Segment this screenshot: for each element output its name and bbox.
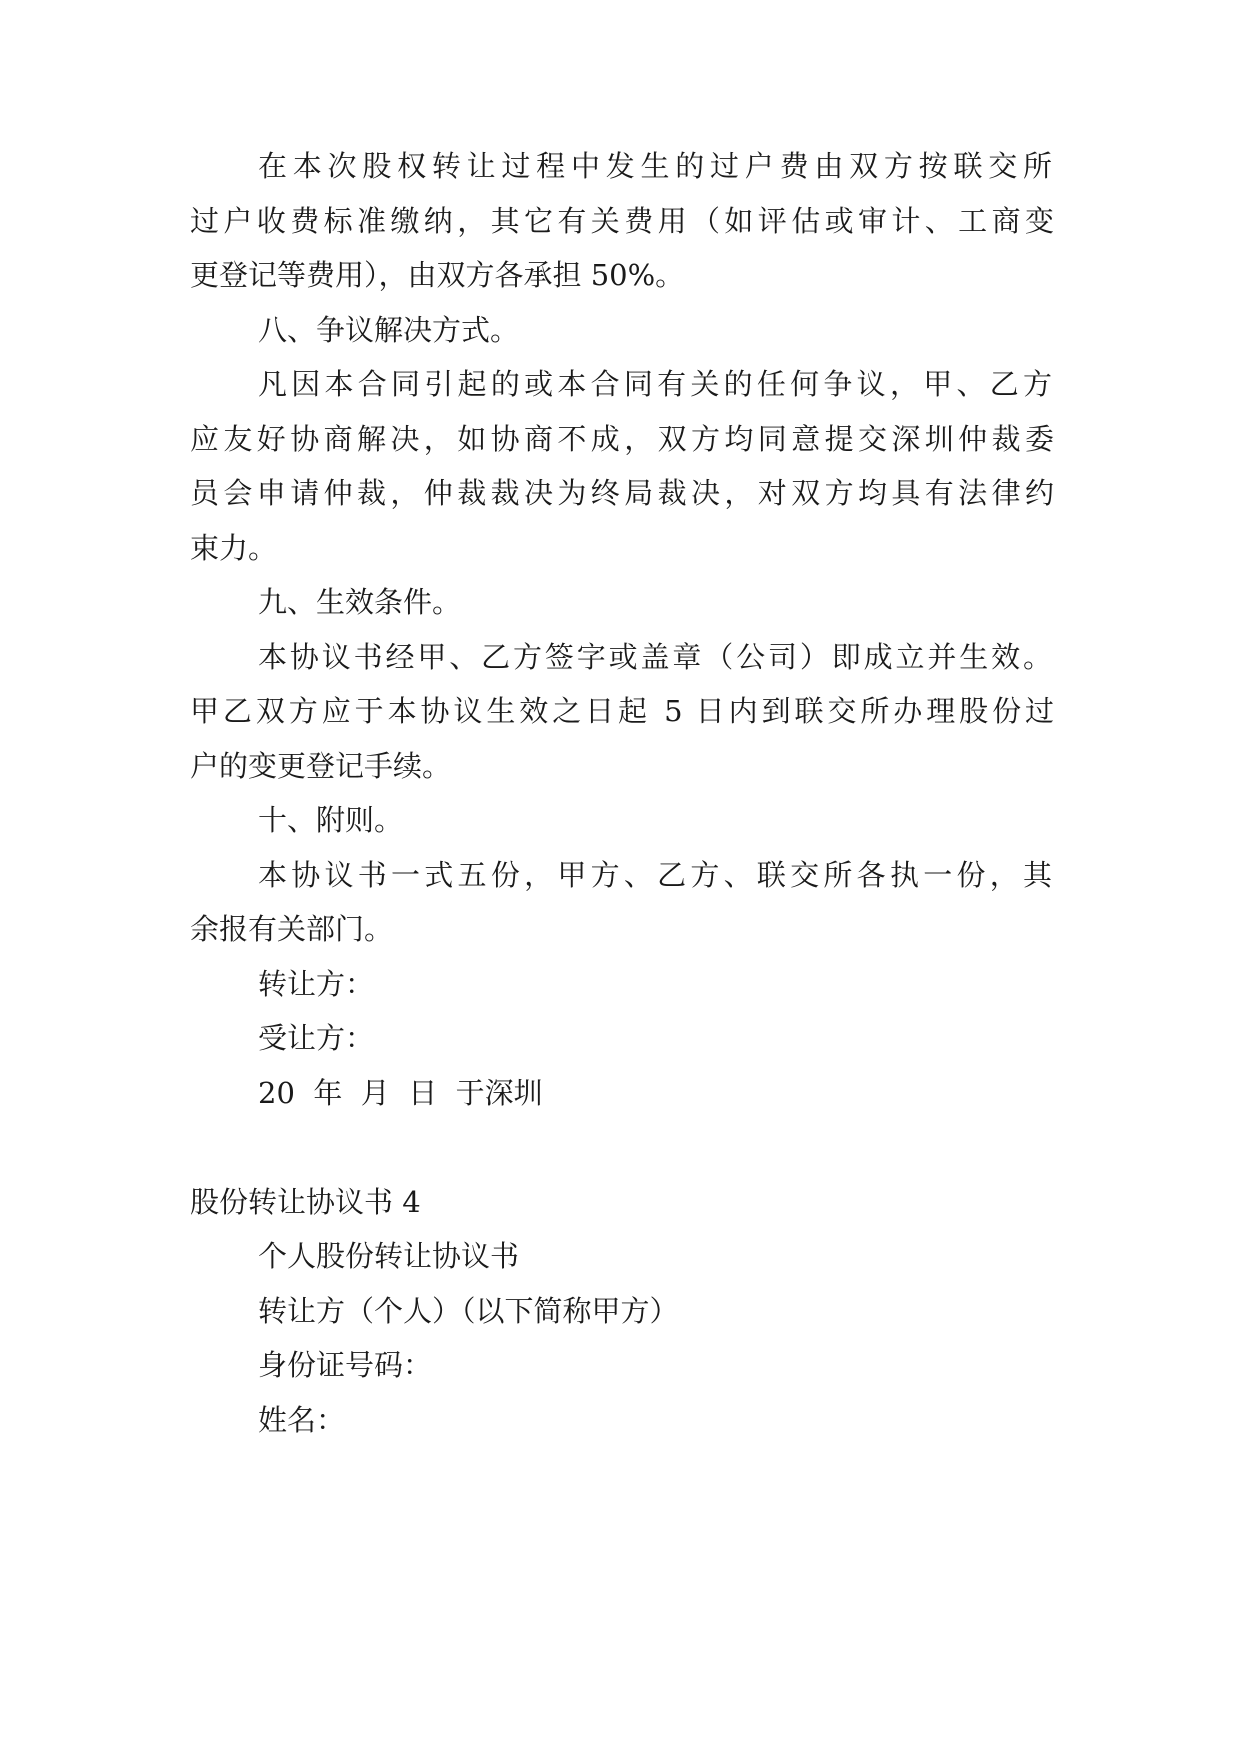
body-line: 本协议书一式五份，甲方、乙方、联交所各执一份，其: [258, 858, 1052, 892]
body-line: 在本次股权转让过程中发生的过户费由双方按联交所: [258, 149, 1052, 183]
section-heading: 十、附则。: [258, 803, 404, 837]
body-line: 户的变更登记手续。: [190, 749, 452, 783]
body-line: 本协议书经甲、乙方签字或盖章（公司）即成立并生效。: [258, 640, 1052, 674]
name-label: 姓名：: [258, 1403, 346, 1437]
signature-label: 转让方：: [258, 967, 375, 1001]
document-title: 股份转让协议书 4: [190, 1185, 421, 1219]
section-heading: 八、争议解决方式。: [258, 313, 520, 347]
body-line: 员会申请仲裁，仲裁裁决为终局裁决，对双方均具有法律约: [190, 476, 1054, 510]
body-line: 余报有关部门。: [190, 912, 394, 946]
section-heading: 九、生效条件。: [258, 585, 462, 619]
body-line: 束力。: [190, 531, 278, 565]
body-line: 甲乙双方应于本协议生效之日起 5 日内到联交所办理股份过: [190, 694, 1054, 728]
body-line: 凡因本合同引起的或本合同有关的任何争议，甲、乙方: [258, 367, 1052, 401]
body-line: 过户收费标准缴纳，其它有关费用（如评估或审计、工商变: [190, 204, 1054, 238]
signature-label: 受让方：: [258, 1021, 375, 1055]
id-number-label: 身份证号码：: [258, 1348, 433, 1382]
body-line: 转让方（个人）（以下简称甲方）: [258, 1294, 679, 1328]
agreement-title: 个人股份转让协议书: [258, 1239, 520, 1273]
date-line: 20 年 月 日 于深圳: [258, 1076, 543, 1110]
body-line: 应友好协商解决，如协商不成，双方均同意提交深圳仲裁委: [190, 422, 1054, 456]
body-line: 更登记等费用），由双方各承担 50%。: [190, 258, 685, 292]
